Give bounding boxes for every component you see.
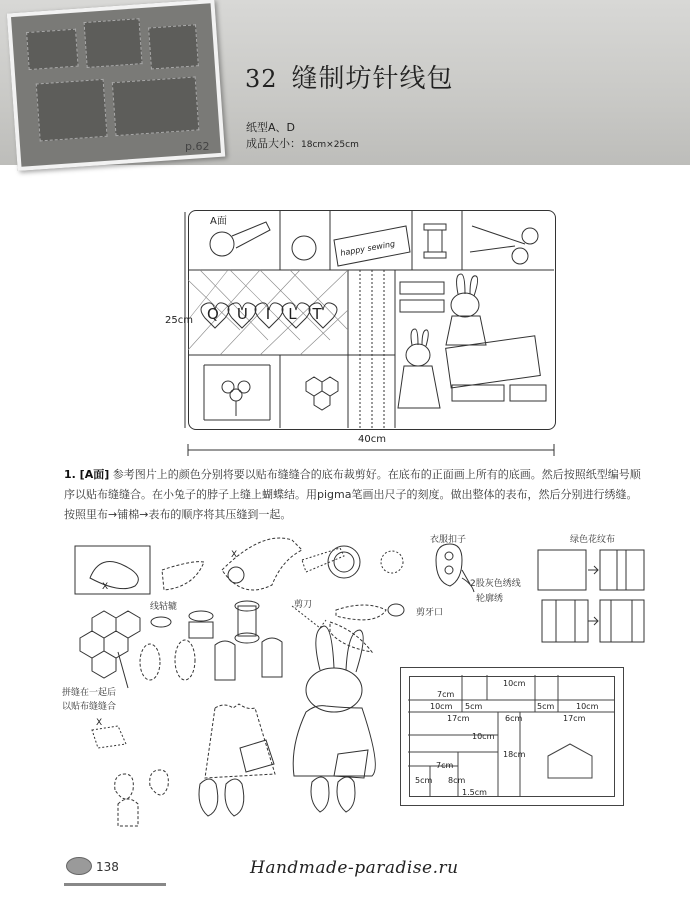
- plan-dimension: 17cm: [447, 714, 470, 723]
- quilt-letter: U: [236, 305, 266, 323]
- project-title: 缝制坊针线包: [291, 64, 454, 94]
- plan-dimension: 17cm: [563, 714, 586, 723]
- clothes-button-label: 衣服扣子: [430, 535, 467, 545]
- quilt-letter: I: [265, 305, 289, 323]
- hexagon-note-1: 拼缝在一起后: [62, 688, 117, 698]
- plan-dimension: 8cm: [448, 776, 466, 785]
- plan-dimension: 7cm: [436, 761, 454, 770]
- cut-mark: X: [96, 718, 103, 728]
- plan-dimension: 5cm: [537, 702, 555, 711]
- size-label: 成品大小：: [246, 137, 301, 150]
- plan-dimension: 7cm: [437, 690, 455, 699]
- ribbon-text: happy sewing: [339, 239, 396, 258]
- quilt-letter: L: [288, 305, 313, 323]
- plan-dimension: 10cm: [472, 732, 495, 741]
- plan-dimension: 6cm: [505, 714, 523, 723]
- quilt-letter: Q: [207, 305, 237, 323]
- height-dimension: 25cm: [165, 315, 193, 326]
- thread-label-1: 2股灰色绣线: [470, 579, 521, 589]
- step-1-instructions: [64, 465, 644, 525]
- page-number: 138: [96, 860, 119, 874]
- scissors-cut-label: 剪牙口: [416, 608, 444, 618]
- plan-dimension: 10cm: [430, 702, 453, 711]
- green-fabric-label: 绿色花纹布: [570, 535, 616, 545]
- cut-mark: X: [102, 582, 109, 592]
- plan-dimension: 5cm: [465, 702, 483, 711]
- scissors-label: 剪刀: [294, 600, 313, 610]
- size-value: 18cm×25cm: [301, 140, 359, 150]
- hexagon-note-2: 以贴布缝缝合: [62, 702, 117, 712]
- step-1-body: 参考图片上的颜色分别将要以贴布缝缝合的底布裁剪好。在底布的正面画上所有的底画。然后按照纸型编号顺序以贴布缝缝合。在小兔子的脖子上缝上蝴蝶结。用pigma笔画出尺子的刻度。做出整体的表布，然后分别进行绣缝。按照里布→铺棉→表布的顺序将其压缝到一起。: [64, 468, 641, 521]
- project-number: 32: [245, 65, 278, 93]
- plan-dimension: 18cm: [503, 750, 526, 759]
- quilt-letters: [207, 305, 340, 323]
- thread-label-2: 轮廓绣: [476, 594, 504, 604]
- quilt-letter: T: [312, 305, 340, 323]
- plan-dimension: 5cm: [415, 776, 433, 785]
- width-dimension: 40cm: [358, 434, 386, 445]
- footer-divider: [64, 883, 166, 886]
- cut-mark: X: [231, 550, 238, 560]
- site-watermark: Handmade-paradise.ru: [250, 858, 459, 878]
- face-label: A面: [210, 216, 227, 227]
- plan-dimension: 1.5cm: [462, 788, 487, 797]
- pattern-line: 纸型A、D: [246, 121, 295, 134]
- spool-label: 线轱辘: [150, 602, 178, 612]
- plan-dimension: 10cm: [503, 679, 526, 688]
- button-icon: [66, 857, 92, 875]
- step-1-heading: 1. [A面]: [64, 468, 110, 481]
- plan-dimension: 10cm: [576, 702, 599, 711]
- photo-page-ref: p.62: [185, 140, 210, 153]
